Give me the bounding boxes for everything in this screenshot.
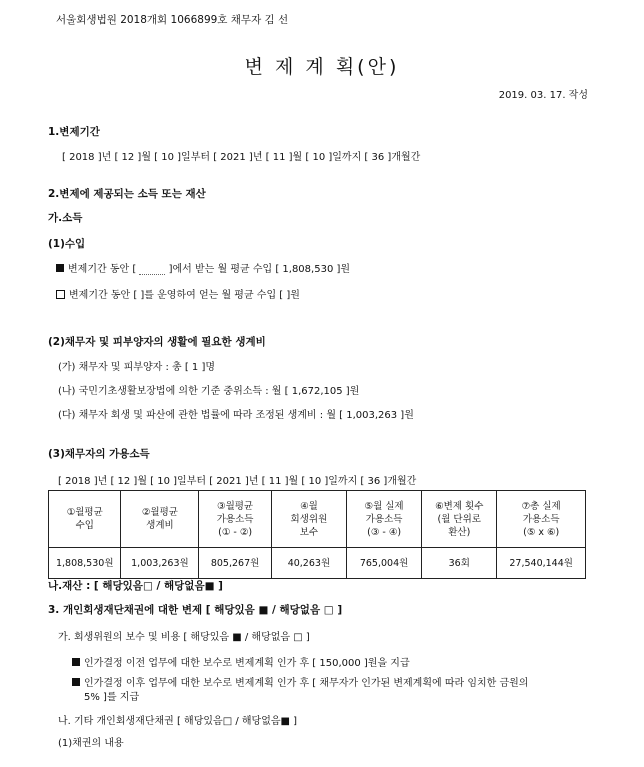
section-2-heading: 2.변제에 제공되는 소득 또는 재산: [48, 188, 206, 200]
document-date: 2019. 03. 17. 작성: [498, 90, 588, 101]
dependents-line: (가) 채무자 및 피부양자 : 총 [ 1 ]명: [58, 362, 216, 373]
pre-approval-fee-line: 인가결정 이전 업무에 대한 보수로 변제계획 인가 후 [ 150,000 ]원을 지급: [72, 654, 410, 669]
redacted-employer: [139, 264, 165, 275]
section-1-heading: 1.변제기간: [48, 126, 100, 138]
checked-box-icon: [72, 658, 80, 666]
post-approval-fee-line-2: 5% ]를 지급: [84, 692, 140, 703]
available-income-period: [ 2018 ]년 [ 12 ]월 [ 10 ]일부터 [ 2021 ]년 [ 11 ]월 [ 10 ]일까지 [ 36 ]개월간: [58, 476, 417, 487]
table-cell: 765,004원: [347, 548, 422, 579]
checked-box-icon: [72, 678, 80, 686]
available-income-heading: (3)채무자의 가용소득: [48, 448, 150, 460]
table-header-cell: ②월평균 생계비: [121, 491, 199, 548]
income-line-business: 변제기간 동안 [ ]를 운영하여 얻는 월 평균 수입 [ ]원: [56, 286, 300, 301]
trustee-fee-line: 가. 회생위원의 보수 및 비용 [ 해당있음 ■ / 해당없음 □ ]: [58, 632, 310, 643]
table-header-cell: ⑦총 실제 가용소득 (⑤ x ⑥): [497, 491, 586, 548]
table-cell: 27,540,144원: [497, 548, 586, 579]
table-header-row: [49, 491, 586, 548]
table-header-cell: ⑥변제 횟수 (월 단위로 환산): [422, 491, 497, 548]
section-3-heading: 3. 개인회생재단채권에 대한 변제 [ 해당있음 ■ / 해당없음 □ ]: [48, 604, 343, 616]
property-line: 나.재산 : [ 해당있음□ / 해당없음■ ]: [48, 580, 223, 592]
table-cell: 805,267원: [199, 548, 271, 579]
claim-contents-line: (1)채권의 내용: [58, 738, 124, 749]
adjusted-living-cost-line: (다) 채무자 회생 및 파산에 관한 법률에 따라 조정된 생계비 : 월 [ 1,003,263 ]원: [58, 410, 414, 421]
document-title: 변 제 계 획(안): [244, 56, 400, 78]
table-row: [49, 548, 586, 579]
table-cell: 1,003,263원: [121, 548, 199, 579]
available-income-table: [48, 490, 586, 579]
table-header-cell: ⑤월 실제 가용소득 (③ - ④): [347, 491, 422, 548]
table-header-cell: ④월 회생위원 보수: [271, 491, 346, 548]
other-estate-claims-line: 나. 기타 개인회생재단채권 [ 해당있음□ / 해당없음■ ]: [58, 716, 298, 727]
checked-box-icon: [56, 264, 64, 272]
income-line-salary: 변제기간 동안 [ ]에서 받는 월 평균 수입 [ 1,808,530 ]원: [56, 260, 350, 275]
table-cell: 36회: [422, 548, 497, 579]
repayment-period: [ 2018 ]년 [ 12 ]월 [ 10 ]일부터 [ 2021 ]년 [ 11 ]월 [ 10 ]일까지 [ 36 ]개월간: [62, 152, 421, 163]
unchecked-box-icon: [56, 290, 65, 299]
case-header: 서울회생법원 2018개회 1066899호 채무자 김 선: [56, 14, 289, 26]
income-heading: (1)수입: [48, 238, 86, 250]
table-cell: 1,808,530원: [49, 548, 121, 579]
post-approval-fee-line: 인가결정 이후 업무에 대한 보수로 변제계획 인가 후 [ 채무자가 인가된 변제계획에 따라 임치한 금원의: [72, 674, 528, 689]
table-cell: 40,263원: [271, 548, 346, 579]
living-cost-heading: (2)채무자 및 피부양자의 생활에 필요한 생계비: [48, 336, 266, 348]
table-header-cell: ③월평균 가용소득 (① - ②): [199, 491, 271, 548]
median-income-line: (나) 국민기초생활보장법에 의한 기준 중위소득 : 월 [ 1,672,105 ]원: [58, 386, 360, 397]
table-header-cell: ①월평균 수입: [49, 491, 121, 548]
income-subheading: 가.소득: [48, 212, 83, 224]
